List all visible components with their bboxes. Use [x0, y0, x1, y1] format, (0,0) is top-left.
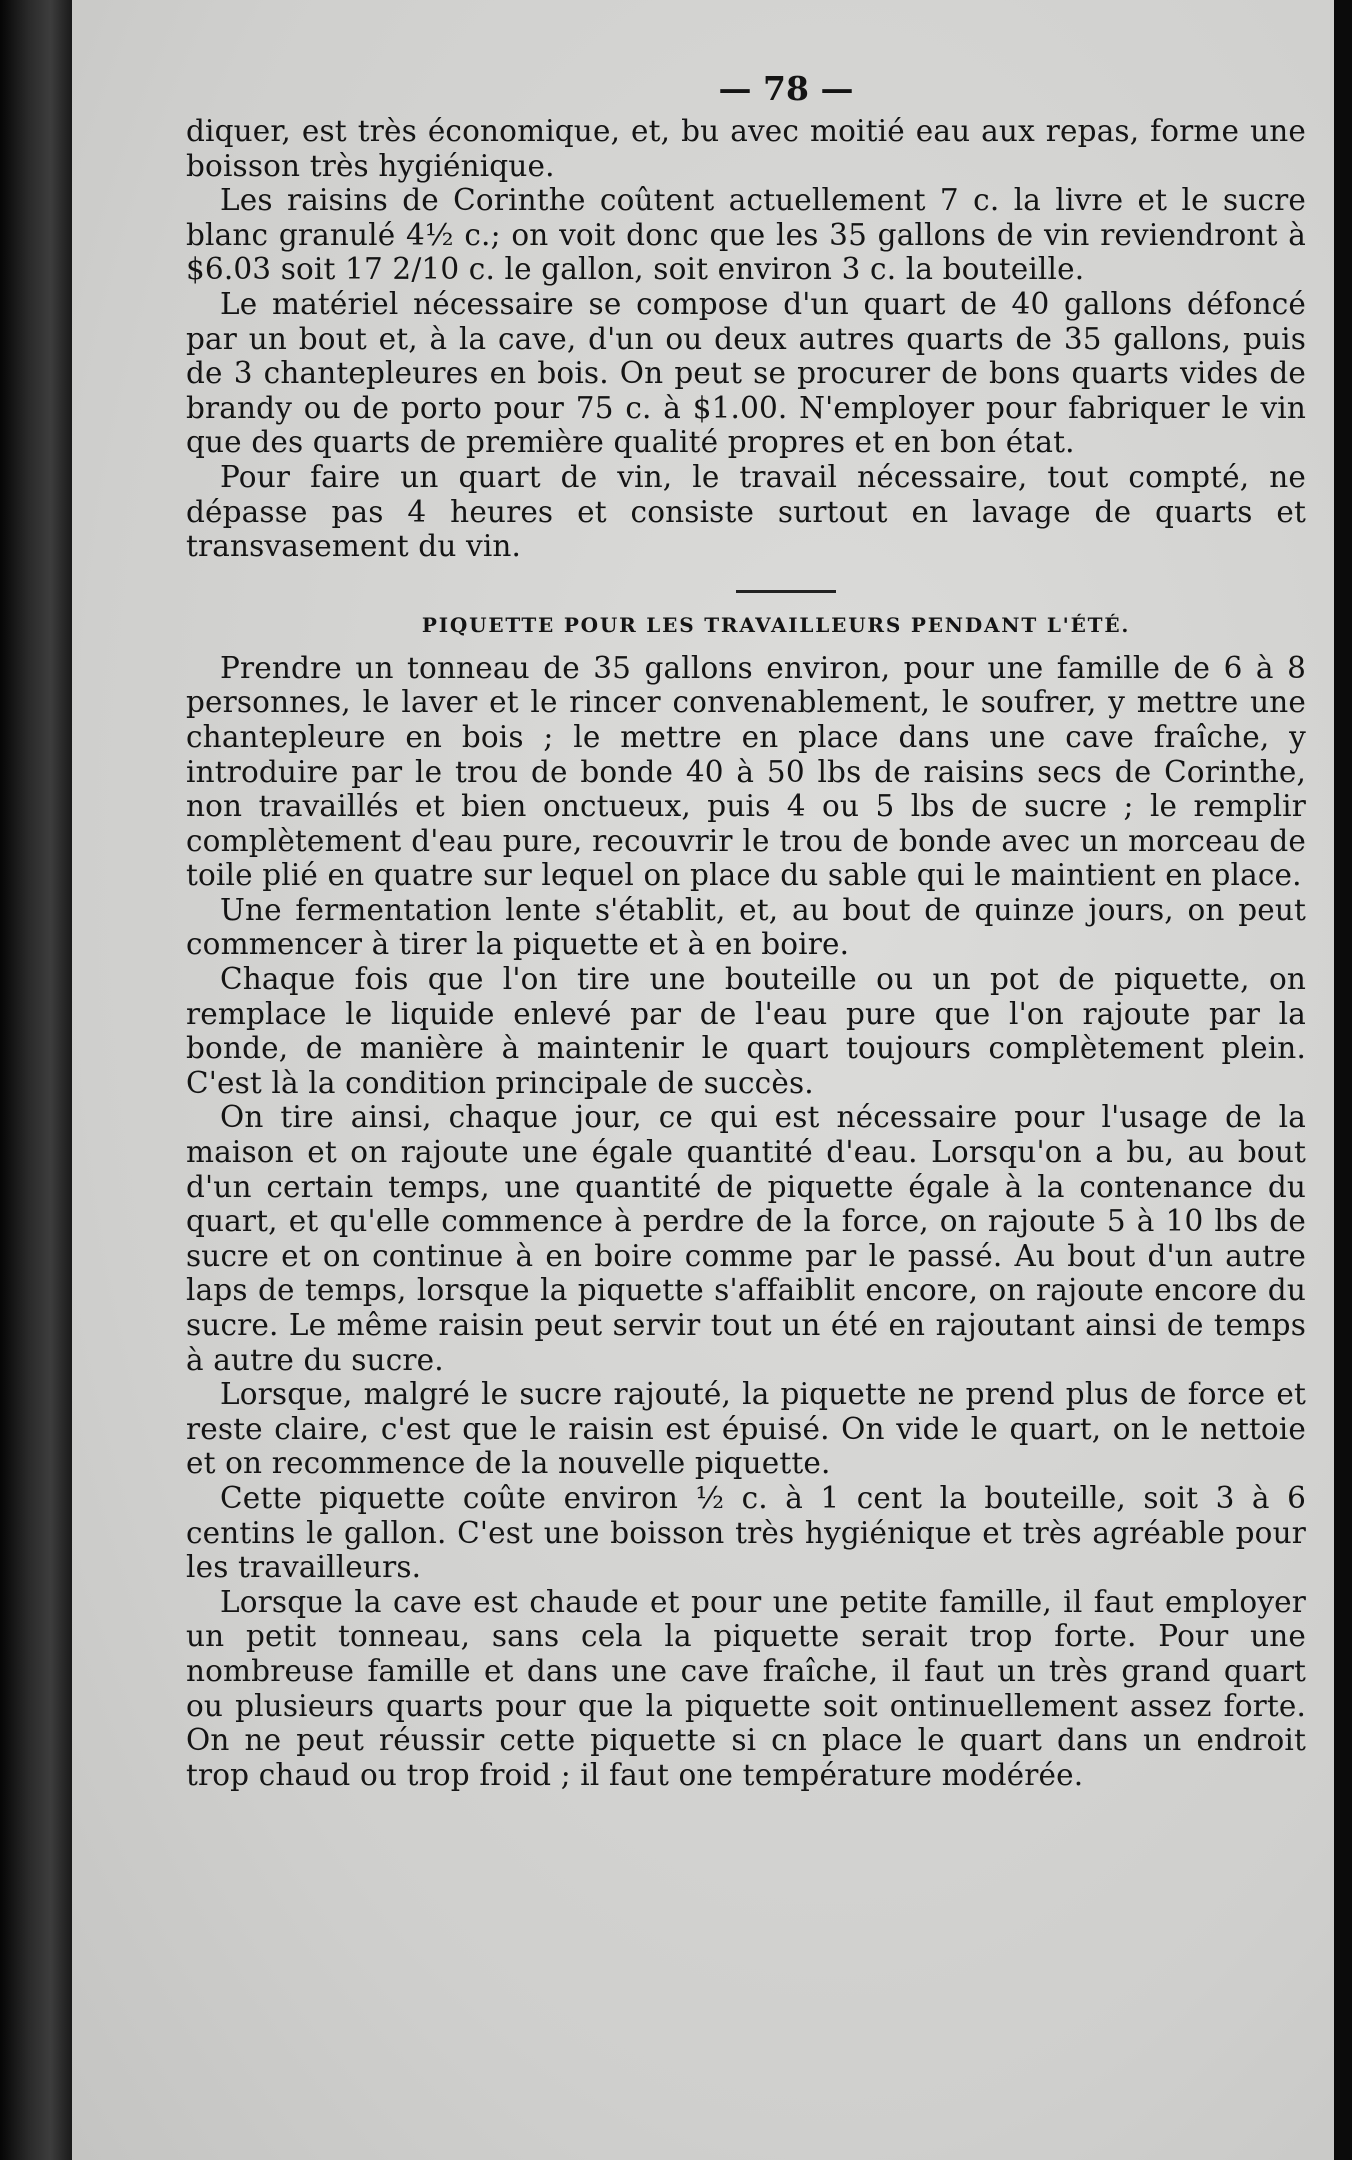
section-divider — [736, 590, 836, 593]
paragraph: Les raisins de Corinthe coûtent actuellement 7 c. la livre et le sucre blanc granulé 4½ c.; on voit donc que les 35 gallons de vin reviendront à $6.03 soit 17 2/10 c. le gallon, soit environ 3 c. la bouteille. — [186, 183, 1306, 287]
book-page — [72, 0, 1334, 2160]
paragraph: Le matériel nécessaire se compose d'un quart de 40 gallons défoncé par un bout et, à la cave, d'un ou deux autres quarts de 35 gallons, puis de 3 chantepleures en bois. On peut se procurer de bons quarts vides de brandy ou de porto pour 75 c. à $1.00. N'employer pour fabriquer le vin que des quarts de première qualité propres et en bon état. — [186, 286, 1306, 460]
paragraph: On tire ainsi, chaque jour, ce qui est nécessaire pour l'usage de la maison et on rajoute une égale quantité d'eau. Lorsqu'on a bu, au bout d'un certain temps, une quantité de piquette égale à la contenance du quart, et qu'elle commence à perdre de la force, on rajoute 5 à 10 lbs de sucre et on continue à en boire comme par le passé. Au bout d'un autre laps de temps, lorsque la piquette s'affaiblit encore, on rajoute encore du sucre. Le même raisin peut servir tout un été en rajoutant ainsi de temps à autre du sucre. — [186, 1100, 1306, 1377]
paragraph: Cette piquette coûte environ ½ c. à 1 cent la bouteille, soit 3 à 6 centins le gallon. C'est une boisson très hygiénique et très agréable pour les travailleurs. — [186, 1480, 1306, 1585]
section-heading: PIQUETTE POUR LES TRAVAILLEURS PENDANT L'ÉTÉ. — [421, 612, 1131, 637]
paragraph: Lorsque la cave est chaude et pour une petite famille, il faut employer un petit tonneau, sans cela la piquette serait trop forte. Pour une nombreuse famille et dans une cave fraîche, il faut un très grand quart ou plusieurs quarts pour que la piquette soit ontinuellement assez forte. On ne peut réussir cette piquette si cn place le quart dans un endroit trop chaud ou trop froid ; il faut one température modérée. — [186, 1584, 1306, 1792]
paragraph: Prendre un tonneau de 35 gallons environ, pour une famille de 6 à 8 personnes, le laver et le rincer convenablement, le soufrer, y mettre une chantepleure en bois ; le mettre en place dans une cave fraîche, y introduire par le trou de bonde 40 à 50 lbs de raisins secs de Corinthe, non travaillés et bien onctueux, puis 4 ou 5 lbs de sucre ; le remplir complètement d'eau pure, recouvrir le trou de bonde avec un morceau de toile plié en quatre sur lequel on place du sable qui le maintient en place. — [186, 650, 1306, 893]
paragraph: Chaque fois que l'on tire une bouteille ou un pot de piquette, on remplace le liquide enlevé par de l'eau pure que l'on rajoute par la bonde, de manière à maintenir le quart toujours complètement plein. C'est là la condition principale de succès. — [186, 962, 1306, 1100]
paragraph-continued: diquer, est très économique, et, bu avec moitié eau aux repas, forme une boisson très hygiénique. — [186, 114, 1306, 183]
paragraph: Pour faire un quart de vin, le travail nécessaire, tout compté, ne dépasse pas 4 heures et consiste surtout en lavage de quarts et transvasement du vin. — [186, 459, 1306, 564]
page-text — [186, 64, 1306, 1792]
book-spine — [0, 0, 72, 2160]
paragraph: Une fermentation lente s'établit, et, au bout de quinze jours, on peut commencer à tirer la piquette et à en boire. — [186, 892, 1306, 962]
page-number: — 78 — — [718, 69, 854, 108]
paragraph: Lorsque, malgré le sucre rajouté, la piquette ne prend plus de force et reste claire, c'est que le raisin est épuisé. On vide le quart, on le nettoie et on recommence de la nouvelle piquette. — [186, 1377, 1306, 1481]
